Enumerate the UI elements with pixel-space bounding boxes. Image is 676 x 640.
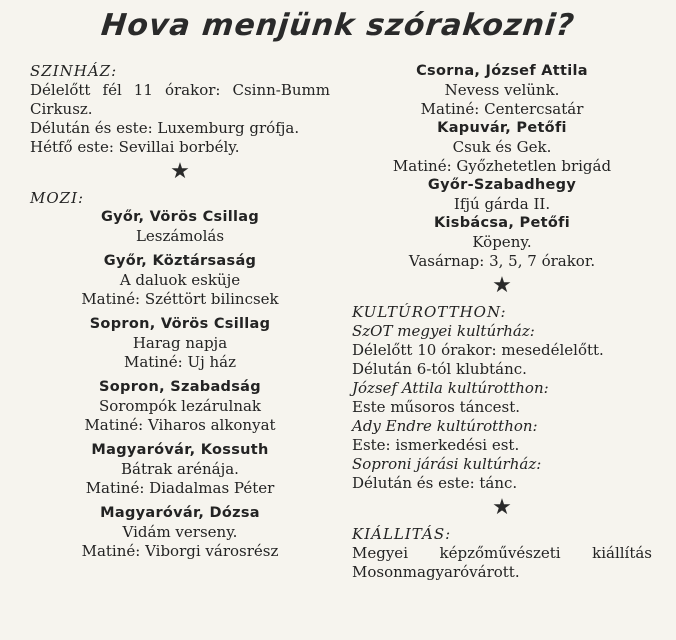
film-line: Csuk és Gek.	[452, 138, 552, 156]
film-line: Vidám verseny.	[122, 523, 238, 541]
star-divider-icon: ★	[170, 159, 190, 184]
cinema-name: Sopron, Szabadság	[99, 379, 261, 395]
program-line: Este: ismerkedési est.	[352, 436, 520, 454]
cinema-name: Győr-Szabadhegy	[427, 177, 577, 193]
cinema-name: Kapuvár, Petőfi	[437, 120, 567, 136]
star-divider-icon: ★	[492, 273, 512, 298]
program-line: Délelőtt 10 órakor: mesedélelőtt.	[352, 341, 604, 359]
venue-name: József Attila kultúrotthon:	[352, 379, 549, 397]
film-line: Harag napja	[132, 334, 228, 352]
film-line: Matiné: Diadalmas Péter	[85, 479, 275, 497]
theatre-line: Délután és este: Luxemburg grófja.	[30, 119, 300, 137]
venue-name: SzOT megyei kultúrház:	[352, 322, 535, 340]
film-line: Ifjú gárda II.	[453, 195, 551, 213]
star-divider-icon: ★	[492, 495, 512, 520]
cinema-name: Csorna, József Attila	[416, 63, 588, 79]
page-title: Hova menjünk szórakozni?	[99, 8, 577, 43]
film-line: Matiné: Uj ház	[123, 353, 237, 371]
cinema-name: Kisbácsa, Petőfi	[433, 215, 570, 231]
film-line: Köpeny.	[472, 233, 532, 251]
film-line: Bátrak arénája.	[121, 460, 239, 478]
film-line: Nevess velünk.	[444, 81, 560, 99]
theatre-line: Hétfő este: Sevillai borbély.	[30, 138, 240, 156]
film-line: Matiné: Viborgi városrész	[81, 542, 279, 560]
section-heading-szinhaz: SZINHÁZ:	[30, 62, 118, 80]
program-line: Délután és este: tánc.	[352, 474, 518, 492]
cinema-name: Győr, Vörös Csillag	[100, 209, 260, 225]
cinema-name: Sopron, Vörös Csillag	[89, 316, 271, 332]
section-heading-kiallitas: KIÁLLITÁS:	[352, 525, 452, 543]
venue-name: Ady Endre kultúrotthon:	[352, 417, 538, 435]
film-line: Matiné: Széttört bilincsek	[81, 290, 279, 308]
film-line: A daluok esküje	[119, 271, 241, 289]
film-line: Vasárnap: 3, 5, 7 órakor.	[408, 252, 596, 270]
program-line: Délután 6-tól klubtánc.	[352, 360, 527, 378]
section-heading-kulturotthon: KULTÚROTTHON:	[352, 303, 507, 321]
exhibition-line: Megyei képzőművészeti kiállítás Mosonmagyaróvárott.	[352, 544, 652, 581]
venue-name: Soproni járási kultúrház:	[352, 455, 542, 473]
program-line: Este műsoros táncest.	[352, 398, 521, 416]
film-line: Leszámolás	[135, 227, 225, 245]
right-column	[352, 62, 652, 582]
film-line: Matiné: Viharos alkonyat	[84, 416, 276, 434]
section-heading-mozi: MOZI:	[30, 189, 85, 207]
film-line: Sorompók lezárulnak	[98, 397, 262, 415]
film-line: Matiné: Győzhetetlen brigád	[392, 157, 612, 175]
film-line: Matiné: Centercsatár	[420, 100, 584, 118]
left-column	[30, 62, 330, 561]
cinema-name: Magyaróvár, Kossuth	[91, 442, 269, 458]
cinema-name: Magyaróvár, Dózsa	[100, 505, 260, 521]
cinema-name: Győr, Köztársaság	[103, 253, 257, 269]
theatre-line: Délelőtt fél 11 órakor: Csinn-Bumm Cirkusz.	[30, 81, 330, 118]
